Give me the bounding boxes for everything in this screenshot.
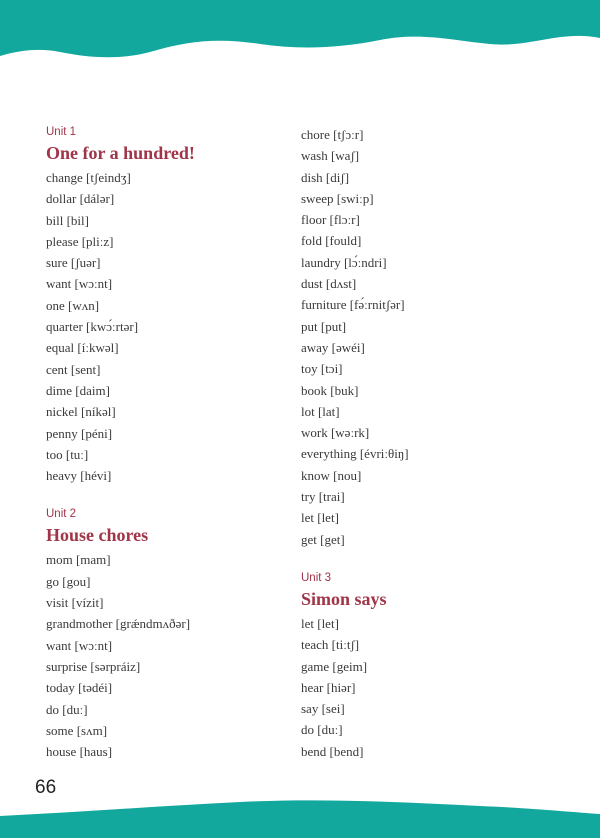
vocab-item: everything [évriːθiŋ]: [301, 446, 409, 462]
vocab-item: one [wʌn]: [46, 297, 100, 313]
unit-title: House chores: [46, 525, 149, 546]
vocab-item: dish [diʃ]: [301, 169, 350, 185]
vocab-item: please [pliːz]: [46, 233, 114, 249]
vocab-item: bend [bend]: [301, 743, 364, 759]
vocab-item: dollar [dálər]: [46, 191, 115, 207]
vocab-item: dime [daim]: [46, 382, 110, 398]
vocab-item: grandmother [grǽndmʌðər]: [46, 616, 191, 632]
vocab-item: work [wəːrk]: [301, 425, 370, 441]
vocab-item: do [duː]: [301, 722, 343, 738]
left-column: [46, 124, 286, 762]
vocab-item: game [geim]: [301, 658, 368, 674]
unit-2-continued: [301, 124, 561, 550]
unit-title: One for a hundred!: [46, 143, 195, 163]
page-number: 66: [35, 777, 57, 798]
vocab-item: equal [íːkwəl]: [46, 340, 119, 356]
right-column: [301, 124, 561, 762]
top-wave-band: [0, 0, 600, 80]
vocab-item: put [put]: [301, 318, 347, 334]
vocab-item: sweep [swiːp]: [301, 190, 374, 206]
vocab-item: toy [tɔi]: [301, 361, 343, 377]
vocab-item: book [buk]: [301, 382, 359, 398]
vocab-item: floor [flɔːr]: [301, 212, 360, 228]
vocab-item: nickel [níkəl]: [46, 404, 116, 420]
vocab-item: laundry [lɔ́ːndri]: [301, 254, 387, 270]
bottom-wave-band: [0, 788, 600, 838]
vocab-item: away [əwéi]: [301, 339, 365, 355]
vocab-item: lot [lat]: [301, 403, 340, 419]
unit-title: Simon says: [301, 588, 387, 609]
vocab-item: heavy [hévi]: [46, 468, 112, 484]
vocab-item: fold [fould]: [301, 233, 362, 249]
vocab-item: want [wɔːnt]: [46, 276, 113, 292]
vocab-item: wash [waʃ]: [301, 148, 360, 164]
vocab-item: say [sei]: [301, 701, 345, 717]
vocab-item: sure [ʃuər]: [46, 255, 101, 271]
vocab-item: house [haus]: [46, 744, 113, 760]
vocab-item: some [sʌm]: [46, 722, 108, 738]
vocab-item: bill [bil]: [46, 212, 89, 228]
unit-label: Unit 3: [301, 571, 332, 584]
vocab-item: visit [vízit]: [46, 595, 104, 611]
vocab-item: today [tədéi]: [46, 680, 113, 696]
vocab-item: too [tuː]: [46, 446, 89, 462]
unit-2-section: [46, 506, 286, 762]
vocab-item: surprise [sərpráiz]: [46, 658, 141, 674]
vocab-item: hear [hiər]: [301, 679, 356, 695]
vocab-item: cent [sent]: [46, 361, 101, 377]
vocab-item: know [nou]: [301, 467, 362, 483]
vocab-item: dust [dʌst]: [301, 276, 357, 292]
vocab-item: furniture [fə́ːrnitʃər]: [301, 297, 405, 313]
vocab-item: let [let]: [301, 615, 339, 631]
vocab-item: try [trai]: [301, 489, 345, 505]
unit-3-section: [301, 570, 561, 762]
vocab-item: go [gou]: [46, 573, 91, 589]
unit-label: Unit 2: [46, 508, 77, 521]
vocab-item: teach [tiːtʃ]: [301, 637, 360, 653]
unit-label: Unit 1: [46, 126, 77, 138]
unit-1-section: [46, 124, 286, 486]
vocab-item: mom [mam]: [46, 552, 111, 568]
vocab-item: want [wɔːnt]: [46, 637, 113, 653]
vocab-item: let [let]: [301, 510, 339, 526]
vocab-item: get [get]: [301, 531, 345, 547]
vocab-item: do [duː]: [46, 701, 88, 717]
vocab-item: penny [péni]: [46, 425, 113, 441]
vocab-item: quarter [kwɔ́ːrtər]: [46, 319, 139, 335]
vocab-item: change [tʃeindʒ]: [46, 170, 131, 185]
vocab-item: chore [tʃɔːr]: [301, 127, 364, 142]
